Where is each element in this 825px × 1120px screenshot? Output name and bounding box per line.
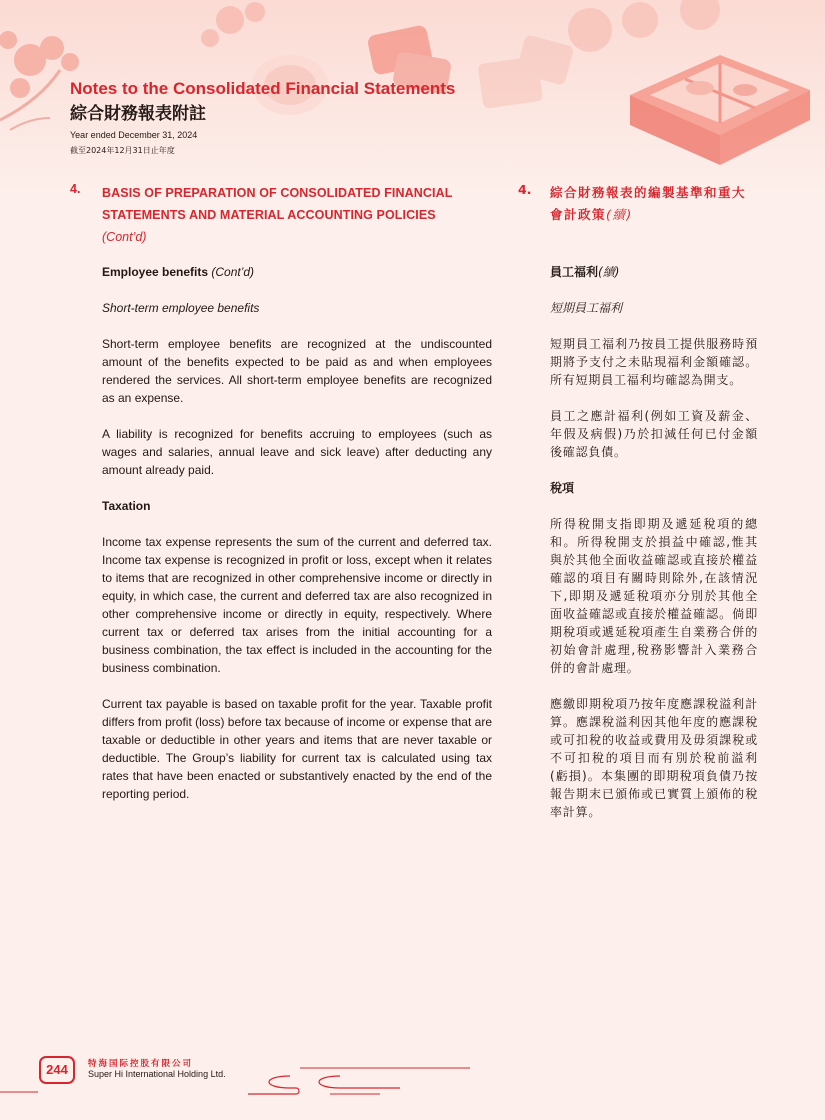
paragraph-liability-zh: 員工之應計福利(例如工資及薪金、年假及病假)乃於扣減任何已付金額後確認負債。	[550, 409, 758, 459]
paragraph-income-tax-zh: 所得稅開支指即期及遞延稅項的總和。所得稅開支於損益中確認,惟其與於其他全面收益確認或直接於權益確認的項目有關時則除外,在該情況下,即期及遞延稅項亦分別於其他全面收益確認或直接於權益確認。倘即期稅項或遞延稅項產生自業務合併的初始會計處理,稅務影響計入業務合併的會計處理。	[550, 517, 758, 675]
section-cont-en: (Cont’d)	[102, 230, 147, 244]
section-title-zh	[550, 182, 758, 226]
section-title-en: BASIS OF PREPARATION OF CONSOLIDATED FINANCIAL STATEMENTS AND MATERIAL ACCOUNTING POLICIES	[102, 186, 453, 222]
employee-benefits-cont-en: (Cont’d)	[211, 265, 255, 279]
chinese-column	[518, 182, 758, 821]
year-label-en: Year ended December 31, 2024	[70, 130, 198, 140]
paragraph-current-tax-zh: 應繳即期稅項乃按年度應課稅溢利計算。應課稅溢利因其他年度的應課稅或可扣稅的收益或費用及毋須課稅或不可扣稅的項目而有別於稅前溢利(虧損)。本集團的即期稅項負債乃按報告期末已頒佈或已實質上頒佈的稅率計算。	[550, 697, 758, 819]
page-title-en: Notes to the Consolidated Financial Statements	[70, 79, 456, 98]
year-label-zh: 截至2024年12月31日止年度	[70, 146, 175, 155]
paragraph-liability-en: A liability is recognized for benefits accruing to employees (such as wages and salaries, annual leave and sick leave) after deducting any amount already paid.	[102, 427, 492, 477]
short-term-heading-en: Short-term employee benefits	[102, 301, 260, 315]
section-title-zh-text: 綜合財務報表的編製基準和重大會計政策	[550, 185, 747, 222]
page-number: 244	[39, 1056, 75, 1084]
english-column	[70, 182, 492, 803]
page-footer	[0, 1050, 825, 1120]
paragraph-short-term-zh: 短期員工福利乃按員工提供服務時預期將予支付之未貼現福利金額確認。所有短期員工福利均確認為開支。	[550, 337, 758, 387]
employee-benefits-heading-zh	[550, 263, 758, 281]
section-number-en: 4.	[70, 182, 81, 196]
employee-benefits-cont-zh: (續)	[598, 265, 620, 279]
short-term-heading-zh: 短期員工福利	[550, 301, 623, 315]
page-title-zh: 綜合財務報表附註	[70, 104, 206, 124]
taxation-heading-zh: 稅項	[550, 481, 575, 495]
section-number-zh: 4.	[518, 182, 532, 197]
taxation-heading-en: Taxation	[102, 499, 151, 513]
paragraph-short-term-en: Short-term employee benefits are recognized at the undiscounted amount of the benefits expected to be paid as and when employees rendered the services. All short-term employee benefits are recognized as an expense.	[102, 337, 492, 405]
paragraph-current-tax-en: Current tax payable is based on taxable profit for the year. Taxable profit differs from profit (loss) before tax because of income or expense that are taxable or deductible in other years and items that are never taxable or deductible. The Group’s liability for current tax is calculated using tax rates that have been enacted or substantively enacted by the end of the reporting period.	[102, 697, 492, 801]
page-header	[70, 79, 455, 156]
employee-benefits-label-zh: 員工福利	[550, 265, 599, 279]
employee-benefits-heading-en	[102, 263, 492, 281]
employee-benefits-label-en: Employee benefits	[102, 265, 209, 279]
paragraph-income-tax-en: Income tax expense represents the sum of the current and deferred tax. Income tax expense is recognized in profit or loss, except when it relates to items that are recognized in other comprehensive income or directly in equity, in which case, the current and deferred tax are also recognized in other comprehensive income or directly in equity, respectively. Where current tax or deferred tax arises from the initial accounting for a business combination, the tax effect is included in the accounting for the business combination.	[102, 535, 492, 675]
section-cont-zh: (續)	[606, 207, 633, 222]
company-name-en: Super Hi International Holding Ltd.	[88, 1069, 226, 1079]
company-name-zh: 特海国际控股有限公司	[88, 1059, 194, 1069]
